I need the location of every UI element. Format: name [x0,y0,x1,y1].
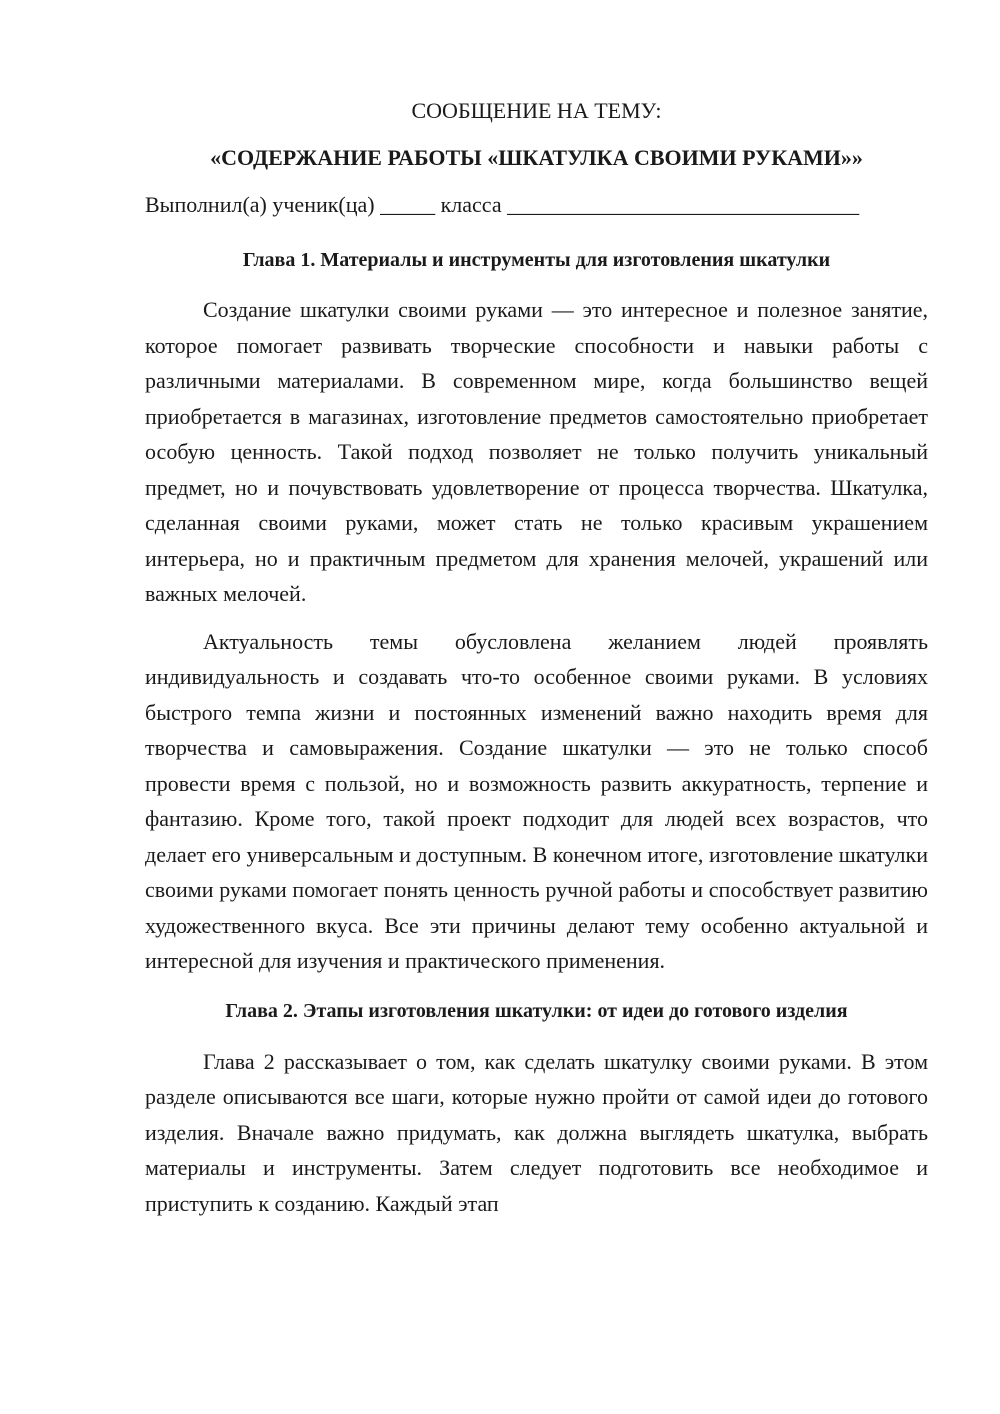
document-page [145,92,928,1221]
author-line: Выполнил(а) ученик(ца) _____ класса ________________________________ [145,192,860,217]
document-title: «СОДЕРЖАНИЕ РАБОТЫ «ШКАТУЛКА СВОИМИ РУКАМИ»» [210,145,863,170]
chapter-1-title: Глава 1. Материалы и инструменты для изготовления шкатулки [242,249,831,271]
chapter-2-paragraph-1: Глава 2 рассказывает о том, как сделать шкатулку своими руками. В этом разделе описываются все шаги, которые нужно пройти от самой идеи до готового изделия. Вначале важно придумать, как должна выглядеть шкатулка, выбрать материалы и инструменты. Затем следует подготовить все необходимое и приступить к созданию. Каждый этап [145,1048,928,1216]
chapter-2-title: Глава 2. Этапы изготовления шкатулки: от идеи до готового изделия [225,999,848,1022]
chapter-1-paragraph-2: Актуальность темы обусловлена желанием людей проявлять индивидуальность и создавать что-то особенное своими руками. В условиях быстрого темпа жизни и постоянных изменений важно находить время для творчества и самовыражения. Создание шкатулки — это не только способ провести время с пользой, но и возможность развить аккуратность, терпение и фантазию. Кроме того, такой проект подходит для людей всех возрастов, что делает его универсальным и доступным. В конечном итоге, изготовление шкатулки своими руками помогает понять ценность ручной работы и способствует развитию художественного вкуса. Все эти причины делают тему особенно актуальной и интересной для изучения и практического применения. [145,628,928,973]
document-topic-heading: СООБЩЕНИЕ НА ТЕМУ: [411,98,662,123]
chapter-1-paragraph-1: Создание шкатулки своими руками — это интересное и полезное занятие, которое помогает развивать творческие способности и навыки работы с различными материалами. В современном мире, когда большинство вещей приобретается в магазинах, изготовление предметов самостоятельно приобретает особую ценность. Такой подход позволяет не только получить уникальный предмет, но и почувствовать удовлетворение от процесса творчества. Шкатулка, сделанная своими руками, может стать не только красивым украшением интерьера, но и практичным предметом для хранения мелочей, украшений или важных мелочей. [145,297,928,606]
